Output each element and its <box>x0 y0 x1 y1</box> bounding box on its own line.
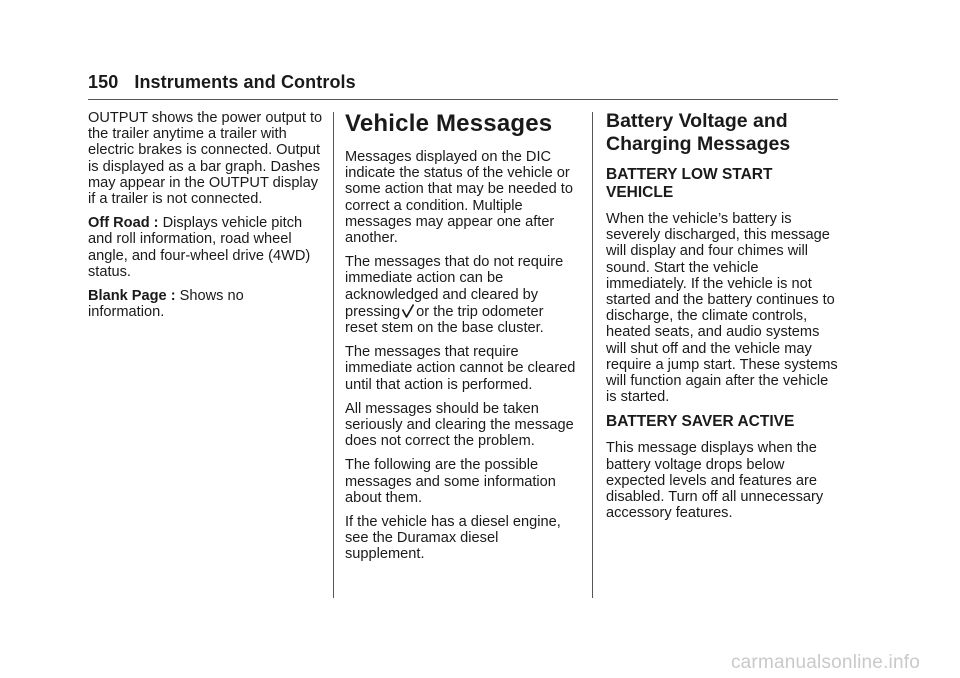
battery-low-title: BATTERY LOW START VEHICLE <box>606 166 773 201</box>
column-3 <box>606 110 838 529</box>
blank-page-text: Shows no information. <box>88 288 244 321</box>
seriously-paragraph: All messages should be taken seriously and clearing the message does not correct the problem. <box>345 400 574 450</box>
checkmark-icon <box>401 303 415 319</box>
acknowledge-text-before: The messages that do not require immediate action can be acknowledged and cleared by pressing <box>345 254 564 320</box>
blank-page-label: Blank Page : <box>88 288 176 305</box>
battery-low-text: When the vehicle’s battery is severely discharged, this message will display and four chimes will sound. Start the vehicle immediately. If the vehicle is not started and the battery continues to discharge, the climate controls, heated seats, and audio systems will shut off and the vehicle may require a jump start. These systems will function again after the vehicle is started. <box>606 211 838 406</box>
output-paragraph: OUTPUT shows the power output to the trailer anytime a trailer with electric brakes is connected. Output is displayed as a bar graph. Dashes may appear in the OUTPUT display if a trailer is not connected. <box>88 110 323 208</box>
battery-saver-text: This message displays when the battery voltage drops below expected levels and features are disabled. Turn off all unnecessary accessory features. <box>606 440 824 522</box>
immediate-action-paragraph: The messages that require immediate action cannot be cleared until that action is performed. <box>345 344 576 393</box>
offroad-text: Displays vehicle pitch and roll information, road wheel angle, and four-wheel drive (4WD) status. <box>88 215 311 280</box>
possible-messages-paragraph: The following are the possible messages and some information about them. <box>345 457 556 506</box>
battery-section-heading: Battery Voltage and Charging Messages <box>606 110 791 155</box>
watermark: carmanualsonline.info <box>730 652 920 673</box>
acknowledge-paragraph <box>345 254 577 336</box>
acknowledge-text-after: or the trip odometer reset stem on the base cluster. <box>345 303 544 337</box>
column-divider-1 <box>333 112 334 598</box>
vehicle-messages-heading: Vehicle Messages <box>345 110 553 137</box>
messages-intro: Messages displayed on the DIC indicate the status of the vehicle or some action that may be needed to correct a condition. Multiple messages may appear one after another. <box>345 149 573 247</box>
page-header <box>88 72 356 93</box>
offroad-label: Off Road : <box>88 215 159 232</box>
chapter-title: Instruments and Controls <box>134 72 356 92</box>
diesel-paragraph: If the vehicle has a diesel engine, see the Duramax diesel supplement. <box>345 514 561 563</box>
offroad-paragraph <box>88 215 323 280</box>
page-number: 150 <box>88 72 119 92</box>
column-1 <box>88 110 323 328</box>
column-divider-2 <box>592 112 593 598</box>
column-2 <box>345 110 577 571</box>
header-rule <box>88 99 838 100</box>
battery-saver-title: BATTERY SAVER ACTIVE <box>606 413 795 431</box>
blank-page-paragraph <box>88 288 323 320</box>
